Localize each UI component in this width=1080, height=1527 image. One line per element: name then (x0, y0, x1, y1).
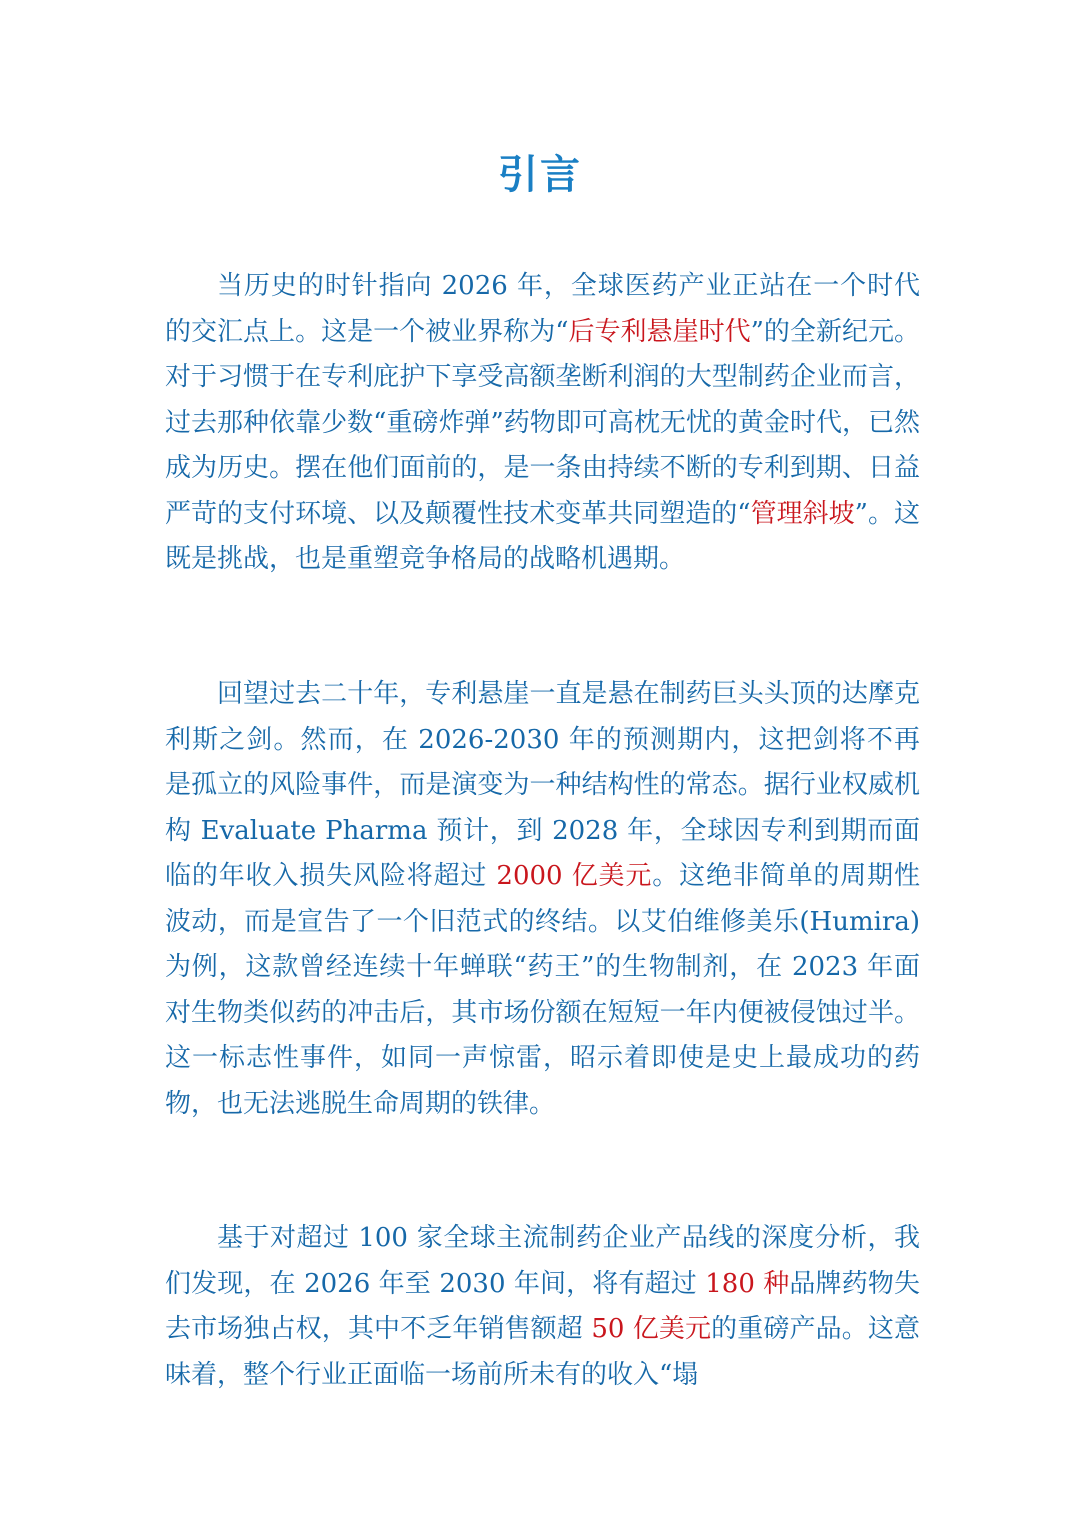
text-span: ”的全新纪元。对于习惯于在专利庇护下享受高额垄断利润的大型制药企业而言，过去那种依靠少数“重磅炸弹”药物即可高枕无忧的黄金时代，已然成为历史。摆在他们面前的，是一条由持续不断的专利到期、日益严苛的支付环境、以及颠覆性技术变革共同塑造的“ (165, 316, 920, 529)
highlight-sales-threshold: 50 亿美元 (591, 1314, 712, 1344)
paragraph-2 (165, 672, 920, 1127)
highlight-management-slope: 管理斜坡 (750, 498, 855, 529)
paragraph-1 (165, 264, 920, 583)
text-span: 当历史的时针指向 2026 年，全球医药产业正站在一个时代的交汇点上。这是一个被业界称为“ (165, 271, 920, 347)
highlight-post-patent-cliff-era: 后专利悬崖时代 (568, 316, 751, 347)
highlight-revenue-loss: 2000 亿美元 (496, 861, 653, 891)
text-span: ”。这既是挑战，也是重塑竞争格局的战略机遇期。 (165, 498, 920, 574)
text-span: 回望过去二十年，专利悬崖一直是悬在制药巨头头顶的达摩克利斯之剑。然而，在 2026-2030 年的预测期内，这把剑将不再是孤立的风险事件，而是演变为一种结构性的常态。据行业权威机构 Evaluate Pharma 预计，到 2028 年，全球因专利到期而面临的年收入损失风险将超过 (165, 679, 920, 891)
paragraph-1-text (165, 264, 920, 583)
paragraph-3 (165, 1216, 920, 1398)
text-span: 。这绝非简单的周期性波动，而是宣告了一个旧范式的终结。以艾伯维修美乐(Humira)为例，这款曾经连续十年蝉联“药王”的生物制剂，在 2023 年面对生物类似药的冲击后，其市场份额在短短一年内便被侵蚀过半。这一标志性事件，如同一声惊雷，昭示着即使是史上最成功的药物，也无法逃脱生命周期的铁律。 (165, 861, 920, 1119)
page-title: 引言 (498, 152, 582, 198)
highlight-drug-count: 180 种 (705, 1268, 790, 1299)
text-span: 的重磅产品。这意味着，整个行业正面临一场前所未有的收入“塌 (165, 1314, 920, 1390)
text-span: 品牌药物失去市场独占权，其中不乏年销售额超 (165, 1268, 920, 1344)
paragraph-2-text (165, 672, 920, 1127)
paragraph-3-text (165, 1216, 920, 1398)
text-span: 基于对超过 100 家全球主流制药企业产品线的深度分析，我们发现，在 2026 年至 2030 年间，将有超过 (165, 1223, 920, 1299)
